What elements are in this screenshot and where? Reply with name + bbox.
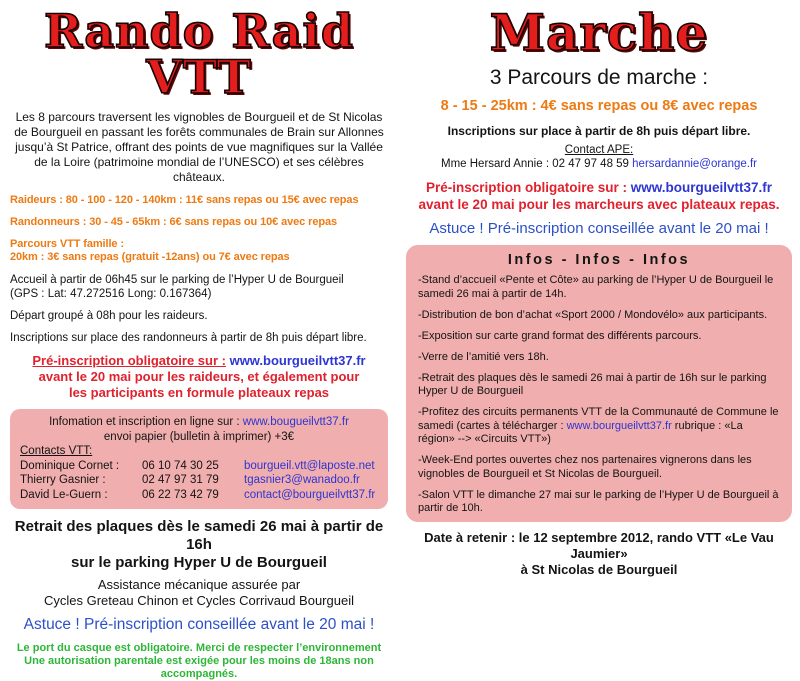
pricing-famille [10,238,390,264]
marche-website-link[interactable]: www.bourgueilvtt37.fr [630,180,773,195]
marche-inscriptions: Inscriptions sur place à partir de 8h puis départ libre. [447,124,751,138]
preinscription-label: Pré-inscription obligatoire sur : [32,353,226,368]
ape-contact-heading: Contact APE: [564,144,634,156]
contact-phone: 06 22 73 42 79 [142,488,219,501]
marche-astuce-notice: Astuce ! Pré-inscription conseillée avant le 20 mai ! [429,220,769,237]
retrait-plaques-notice [8,518,390,572]
safety-notice [8,642,390,681]
contact-row [20,459,378,474]
marche-preinscription-notice [406,179,792,213]
retrait-line2: sur le parking Hyper U de Bourgueil [71,554,327,571]
accueil-line: Accueil à partir de 06h45 sur le parking de l’Hyper U de Bourgueil [10,274,344,286]
marche-preinscription-label: Pré-inscription obligatoire sur : [425,180,627,195]
assistance-line2: Cycles Greteau Chinon et Cycles Corrivaud Bourgueil [44,593,354,608]
info-item-verre: -Verre de l’amitié vers 18h. [418,350,549,363]
marche-pricing: 8 - 15 - 25km : 4€ sans repas ou 8€ avec repas [440,98,758,114]
contacts-heading: Contacts VTT: [20,445,93,457]
date-line1: Date à retenir : le 12 septembre 2012, rando VTT «Le Vau Jaumier» [424,529,774,561]
envoi-papier-line: envoi papier (bulletin à imprimer) +3€ [103,430,295,443]
online-info-label: Infomation et inscription en ligne sur : [49,416,240,428]
info-item-exposition: -Exposition sur carte grand format des différents parcours. [418,329,702,342]
contact-phone: 06 10 74 30 25 [142,459,219,472]
vtt-preinscription-notice [8,353,390,401]
depart-info: Départ groupé à 08h pour les raideurs. [10,310,208,322]
inscriptions-info: Inscriptions sur place des randonneurs à partir de 8h puis départ libre. [10,332,367,344]
info-item-circuits [418,406,780,447]
ape-email-link[interactable]: hersardannie@orange.fr [632,158,757,170]
info-item-weekend: -Week-End portes ouvertes chez nos partenaires vignerons dans les vignobles de Bourgueil et St Nicolas de Bourgueil. [418,454,752,480]
retrait-line1: Retrait des plaques dès le samedi 26 mai à partir de 16h [14,518,384,553]
contact-email-link[interactable]: tgasnier3@wanadoo.fr [244,474,360,486]
info-item-salon: -Salon VTT le dimanche 27 mai sur le parking de l’Hyper U de Bourgueil à partir de 10h. [418,488,779,514]
pricing-raideurs: Raideurs : 80 - 100 - 120 - 140km : 11€ sans repas ou 15€ avec repas [10,194,359,206]
contact-phone: 02 47 97 31 79 [142,474,219,486]
pricing-famille-label: Parcours VTT famille : [10,238,124,250]
parental-notice: Une autorisation parentale est exigée pour les moins de 18ans non accompagnés. [24,655,374,680]
circuits-website-link[interactable]: www.bourgueilvtt37.fr [566,419,672,432]
contact-name: Dominique Cornet : [20,459,120,472]
gps-coordinates: (GPS : Lat: 47.272516 Long: 0.167364) [10,288,212,300]
contact-email-link[interactable]: bourgueil.vtt@laposte.net [244,459,375,472]
info-item-stand: -Stand d’accueil «Pente et Côte» au parking de l’Hyper U de Bourgueil le samedi 26 mai à partir de 14h. [418,274,774,300]
pricing-randonneurs: Randonneurs : 30 - 45 - 65km : 6€ sans repas ou 10€ avec repas [10,216,338,228]
circuits-text-post: rubrique : «La région» --> «Circuits VTT») [418,419,743,445]
save-the-date [406,530,792,578]
ape-contact-name: Mme Hersard Annie : 02 47 97 48 59 [441,158,629,170]
vtt-astuce-notice: Astuce ! Pré-inscription conseillée avant le 20 mai ! [23,616,375,633]
ape-contact [406,143,792,171]
preinscription-line2: avant le 20 mai pour les raideurs, et également pour [38,369,360,384]
contact-row [20,473,378,488]
info-item-distribution: -Distribution de bon d’achat «Sport 2000 / Mondovélo» aux participants. [418,308,768,321]
marche-subtitle: 3 Parcours de marche : [489,66,709,89]
contact-email-link[interactable]: contact@bourgueilvtt37.fr [244,488,376,501]
vtt-column [0,0,398,680]
assistance-notice [8,577,390,609]
assistance-line1: Assistance mécanique assurée par [97,577,301,592]
vtt-website-link[interactable]: www.bourgueilvtt37.fr [229,353,366,368]
vtt-intro: Les 8 parcours traversent les vignobles de Bourgueil et de St Nicolas de Bourgueil en passant les forêts communales de Brain sur Allonnes jusqu’à St Patrice, offrant des points de vue magnifiques sur la Vallée de la Loire (patrimoine mondial de l’UNESCO) et ses célèbres châteaux. [14,110,384,184]
vtt-title: Rando Raid VTT [43,4,355,104]
inscription-website-link[interactable]: www.bougueilvtt37.fr [242,416,349,428]
contact-name: David Le-Guern : [20,488,108,501]
contact-name: Thierry Gasnier : [20,474,106,486]
preinscription-line3: les participants en formule plateaux repas [68,385,330,400]
circuits-text-pre: -Profitez des circuits permanents VTT de la Communauté de Commune le samedi (cartes à télécharger : [418,406,779,432]
accueil-info [10,273,390,301]
marche-preinscription-line2: avant le 20 mai pour les marcheurs avec plateaux repas. [418,197,780,212]
date-line2: à St Nicolas de Bourgueil [520,561,678,577]
contact-row [20,488,378,503]
info-item-retrait: -Retrait des plaques dès le samedi 26 mai à partir de 16h sur le parking Hyper U de Bourgueil [418,371,767,397]
helmet-notice: Le port du casque est obligatoire. Merci de respecter l’environnement [16,642,382,654]
marche-title: Marche [489,3,709,62]
infos-box [406,245,792,522]
infos-header: Infos - Infos - Infos [507,252,691,268]
marche-column [398,0,800,577]
pricing-famille-detail: 20km : 3€ sans repas (gratuit -12ans) ou 7€ avec repas [10,251,290,263]
online-info-line [20,415,378,430]
vtt-contact-box [10,409,388,509]
